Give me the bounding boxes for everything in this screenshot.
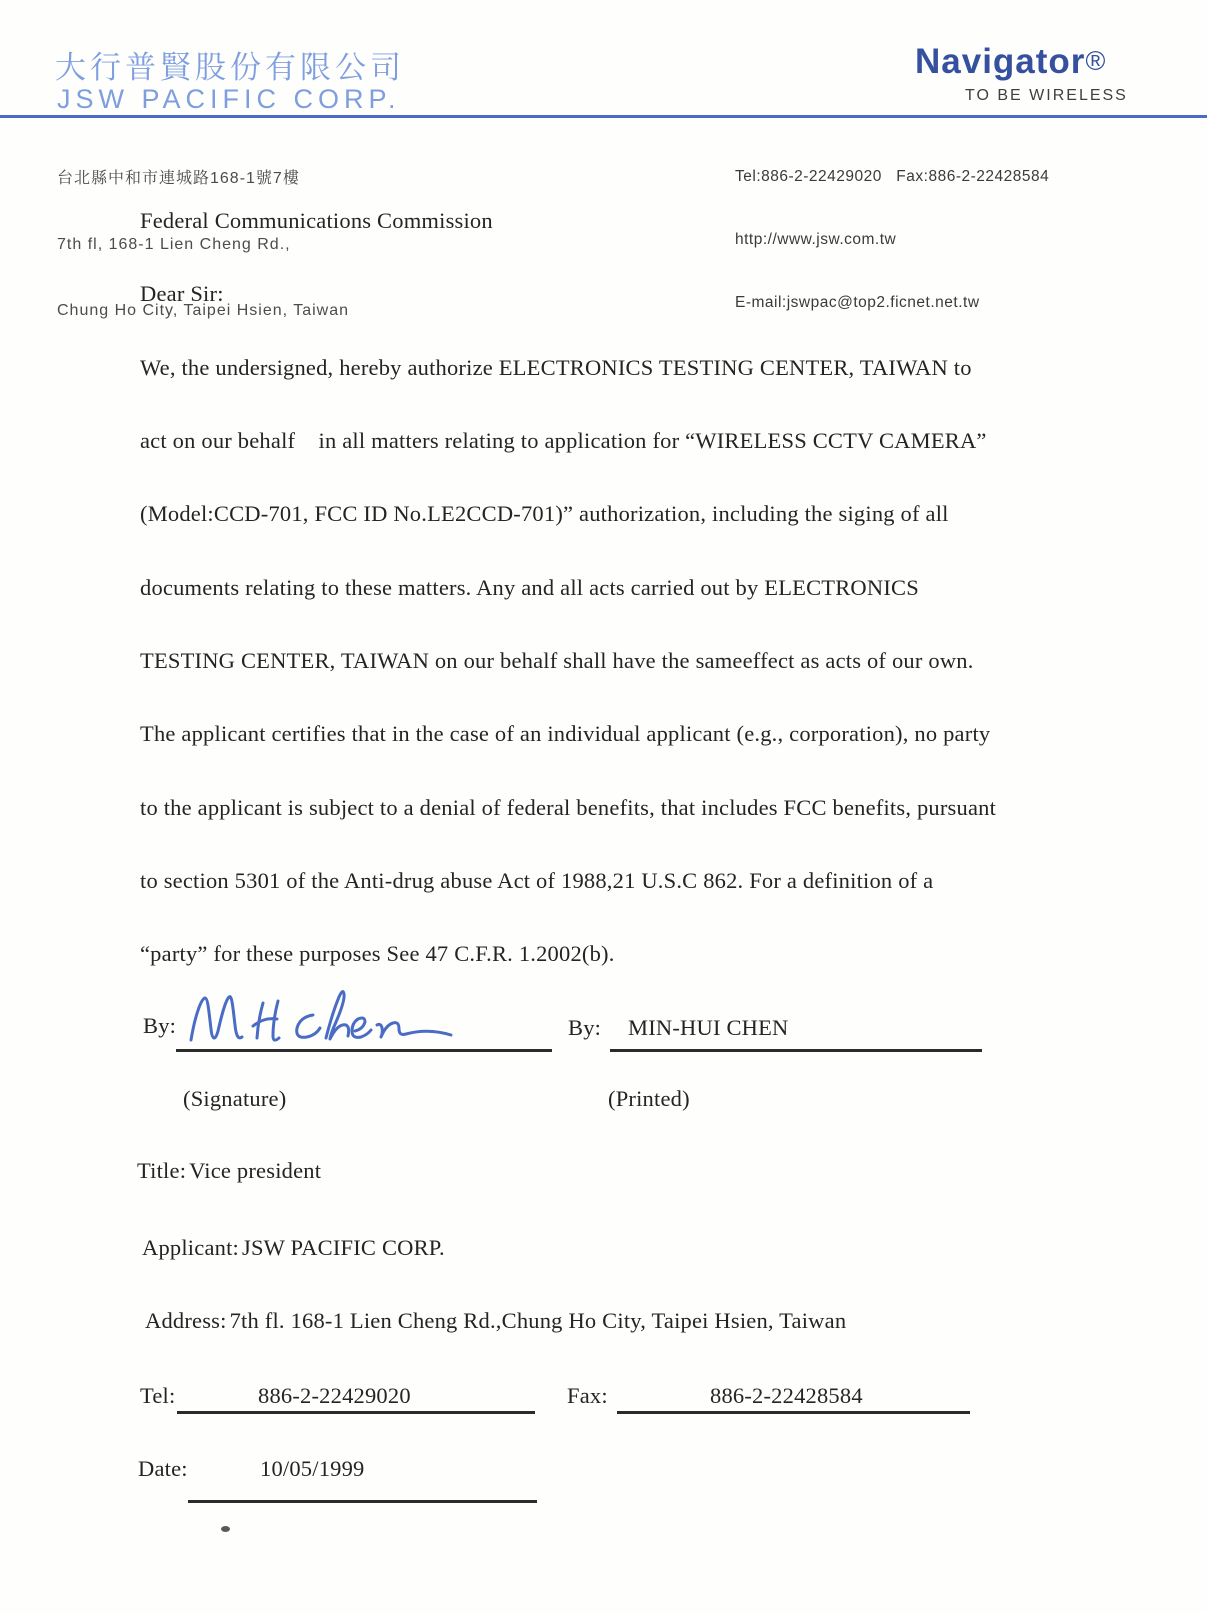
company-address-block xyxy=(57,124,349,366)
scan-artifact-dot xyxy=(221,1526,230,1532)
printed-caption: (Printed) xyxy=(608,1086,690,1111)
brand-name: Navigator xyxy=(915,42,1086,81)
fax-label: Fax: xyxy=(567,1383,608,1408)
company-contact-block xyxy=(735,124,1049,355)
fax-value: 886-2-22428584 xyxy=(710,1383,863,1408)
body-line: (Model:CCD-701, FCC ID No.LE2CCD-701)” authorization, including the siging of all xyxy=(140,501,949,526)
address-line-street: 7th fl, 168-1 Lien Cheng Rd., xyxy=(57,236,291,253)
date-label: Date: xyxy=(138,1456,188,1481)
title-value: Vice president xyxy=(189,1158,322,1183)
brand-tagline: TO BE WIRELESS xyxy=(965,87,1128,104)
address-label: Address: xyxy=(145,1308,227,1333)
printed-name-underline xyxy=(610,1049,982,1052)
tel-label: Tel: xyxy=(140,1383,176,1408)
address-line-chinese: 台北縣中和市連城路168-1號7樓 xyxy=(57,170,300,187)
date-value: 10/05/1999 xyxy=(260,1456,365,1481)
body-line: We, the undersigned, hereby authorize ELECTRONICS TESTING CENTER, TAIWAN to xyxy=(140,355,972,380)
body-line: to section 5301 of the Anti-drug abuse Act of 1988,21 U.S.C 862. For a definition of a xyxy=(140,868,934,893)
contact-tel-fax: Tel:886-2-22429020 Fax:886-2-22428584 xyxy=(735,168,1050,185)
company-name-english: JSW PACIFIC CORP. xyxy=(57,84,401,114)
applicant-row xyxy=(142,1235,445,1261)
recipient-line: Federal Communications Commission xyxy=(140,208,493,233)
body-line: documents relating to these matters. Any and all acts carried out by ELECTRONICS xyxy=(140,575,919,600)
by-label-printed: By: xyxy=(568,1015,602,1040)
title-row xyxy=(137,1158,321,1184)
applicant-label: Applicant: xyxy=(142,1235,239,1260)
tel-value: 886-2-22429020 xyxy=(258,1383,411,1408)
fax-underline xyxy=(617,1411,970,1414)
printed-name: MIN-HUI CHEN xyxy=(628,1015,789,1040)
body-line: act on our behalf in all matters relating to application for “WIRELESS CCTV CAMERA” xyxy=(140,428,987,453)
header-divider xyxy=(0,115,1207,118)
body-line: to the applicant is subject to a denial of federal benefits, that includes FCC benefits, pursuant xyxy=(140,795,997,820)
body-line: “party” for these purposes See 47 C.F.R. 1.2002(b). xyxy=(140,941,615,966)
date-underline xyxy=(188,1500,537,1503)
applicant-value: JSW PACIFIC CORP. xyxy=(241,1235,445,1260)
brand-logo xyxy=(915,42,1106,82)
address-value: 7th fl. 168-1 Lien Cheng Rd.,Chung Ho City, Taipei Hsien, Taiwan xyxy=(229,1308,847,1333)
address-row xyxy=(145,1308,846,1334)
registered-trademark-icon: ® xyxy=(1085,46,1107,76)
signature-caption: (Signature) xyxy=(183,1086,287,1111)
tel-underline xyxy=(177,1411,535,1414)
body-line: TESTING CENTER, TAIWAN on our behalf shall have the sameeffect as acts of our own. xyxy=(140,648,974,673)
contact-email: E-mail:jswpac@top2.ficnet.net.tw xyxy=(735,294,980,311)
by-label-signature: By: xyxy=(143,1013,177,1038)
company-name-chinese: 大行普賢股份有限公司 xyxy=(55,50,405,85)
salutation-line: Dear Sir: xyxy=(140,281,224,306)
signature-underline xyxy=(176,1049,552,1052)
contact-website: http://www.jsw.com.tw xyxy=(735,231,897,248)
body-line: The applicant certifies that in the case of an individual applicant (e.g., corporation), no party xyxy=(140,721,991,746)
address-line-city: Chung Ho City, Taipei Hsien, Taiwan xyxy=(57,302,350,319)
title-label: Title: xyxy=(137,1158,187,1183)
signature-ink xyxy=(183,986,468,1050)
